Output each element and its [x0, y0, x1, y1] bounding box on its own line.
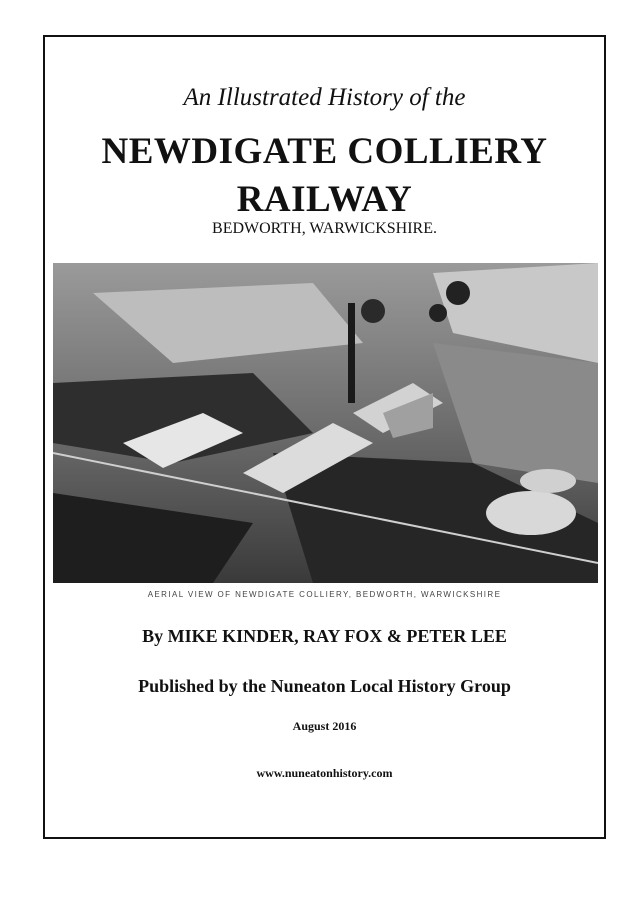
subtitle: An Illustrated History of the	[183, 84, 466, 111]
publisher: Published by the Nuneaton Local History Group	[138, 676, 511, 696]
publication-date: August 2016	[292, 719, 357, 733]
title-line-2: RAILWAY	[236, 179, 413, 220]
website-link: www.nuneatonhistory.com	[256, 766, 393, 780]
aerial-photo	[53, 263, 598, 583]
title-line-1: NEWDIGATE COLLIERY	[101, 131, 548, 172]
photo-caption: AERIAL VIEW OF NEWDIGATE COLLIERY, BEDWORTH, WARWICKSHIRE	[147, 590, 502, 599]
location: BEDWORTH, WARWICKSHIRE.	[212, 220, 437, 237]
authors: By MIKE KINDER, RAY FOX & PETER LEE	[142, 626, 507, 646]
